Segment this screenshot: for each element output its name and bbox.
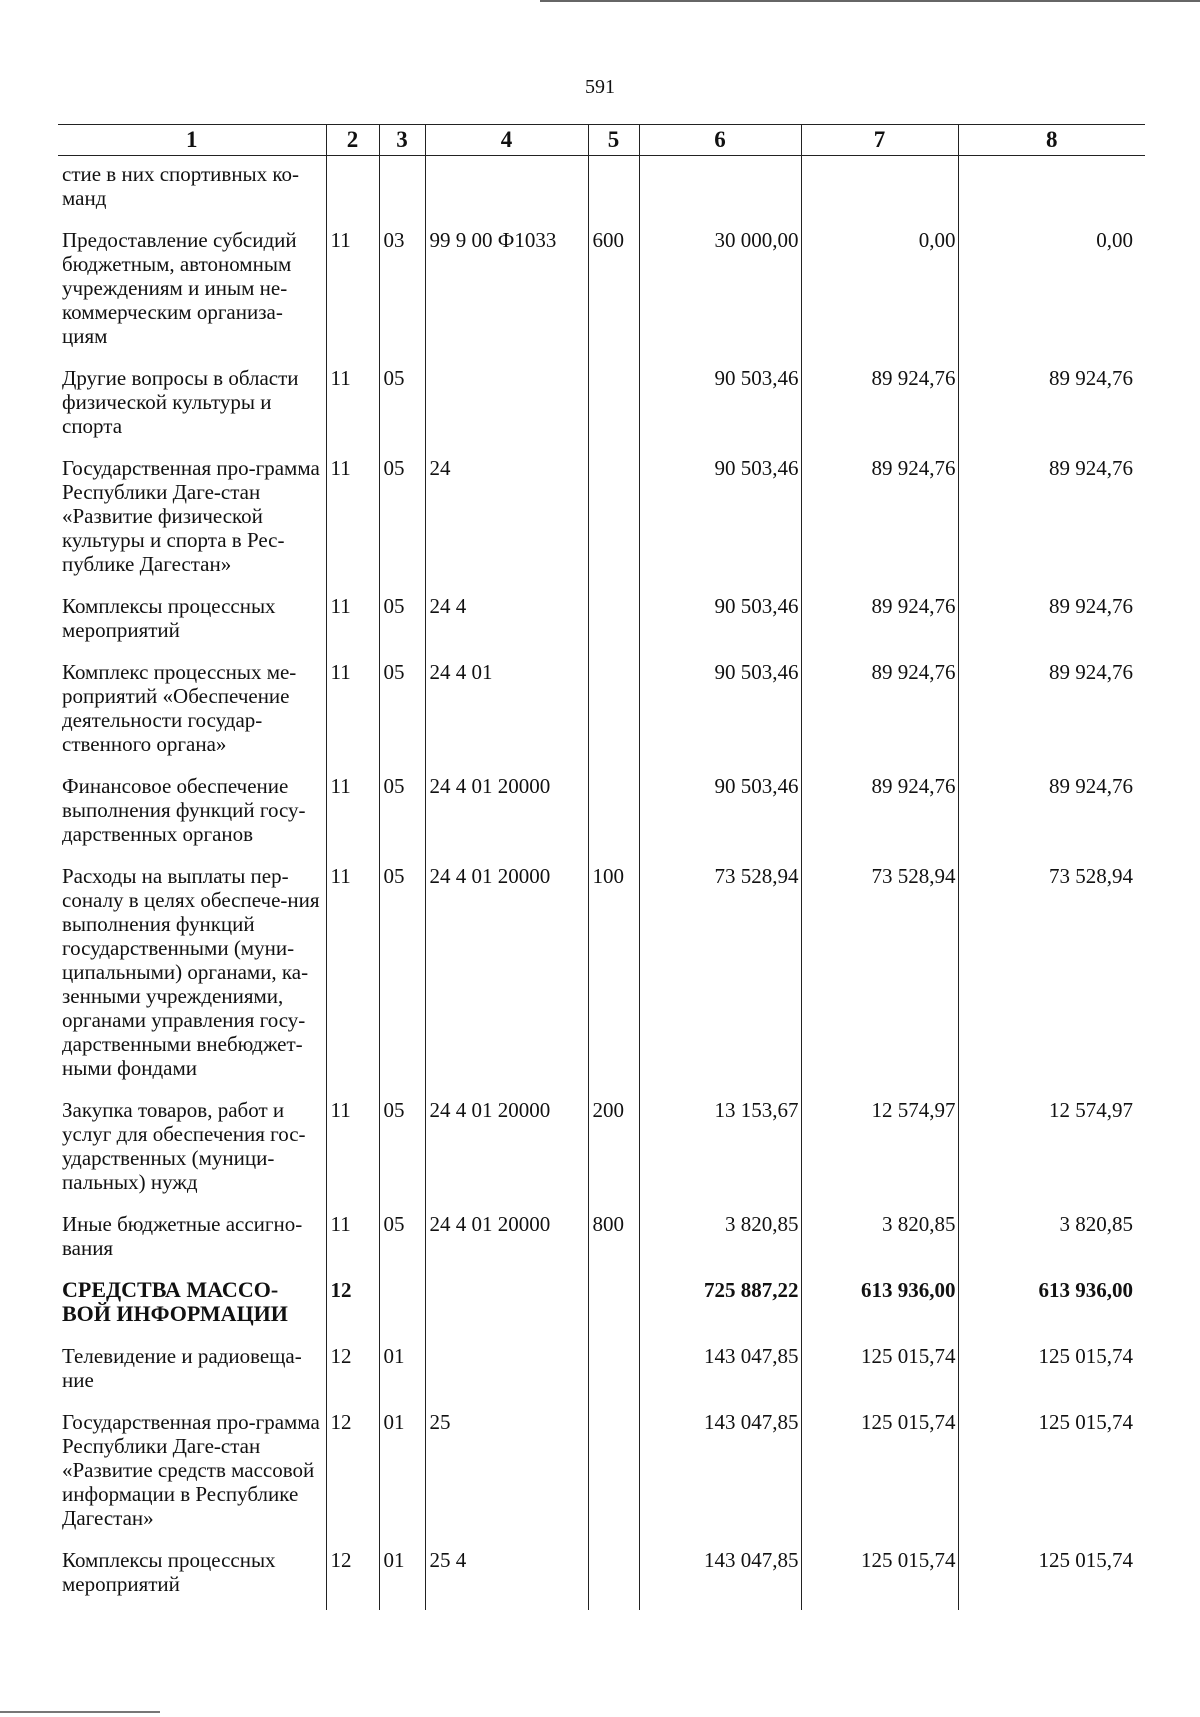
row-value-cell: 90 503,46: [639, 588, 801, 654]
row-value-cell: 3 820,85: [639, 1206, 801, 1272]
row-value-cell: [588, 654, 639, 768]
row-value-cell: 125 015,74: [801, 1542, 958, 1610]
row-value-cell: 24: [425, 450, 588, 588]
row-name-cell: СРЕДСТВА МАССО-ВОЙ ИНФОРМАЦИИ: [62, 1277, 288, 1326]
row-value-cell: 0,00: [801, 222, 958, 360]
row-value-cell: 12 574,97: [958, 1092, 1145, 1206]
row-value-cell: [588, 450, 639, 588]
table-row: [58, 654, 1145, 768]
row-value-cell: 73 528,94: [958, 858, 1145, 1092]
table-row: [58, 1404, 1145, 1542]
page-number: 591: [585, 76, 615, 98]
row-value-cell: 11: [326, 654, 379, 768]
row-value-cell: 25: [425, 1404, 588, 1542]
row-value-cell: [588, 1338, 639, 1404]
row-value-cell: 3 820,85: [958, 1206, 1145, 1272]
row-value-cell: [588, 1404, 639, 1542]
row-value-cell: 89 924,76: [958, 768, 1145, 858]
row-value-cell: 89 924,76: [801, 768, 958, 858]
row-name-cell: Закупка товаров, работ и услуг для обеспечения гос-ударственных (муници-пальных) нужд: [62, 1098, 306, 1194]
column-header: 2: [326, 125, 379, 156]
row-value-cell: 01: [379, 1338, 425, 1404]
row-value-cell: 89 924,76: [801, 450, 958, 588]
row-value-cell: 89 924,76: [958, 360, 1145, 450]
table-row: [58, 222, 1145, 360]
row-value-cell: 89 924,76: [958, 654, 1145, 768]
row-value-cell: 05: [379, 450, 425, 588]
row-value-cell: 143 047,85: [639, 1542, 801, 1610]
column-header: 1: [58, 125, 326, 156]
row-value-cell: 90 503,46: [639, 360, 801, 450]
row-value-cell: 73 528,94: [639, 858, 801, 1092]
row-value-cell: 125 015,74: [801, 1338, 958, 1404]
table-row: [58, 858, 1145, 1092]
row-value-cell: 100: [588, 858, 639, 1092]
row-name-cell: Комплексы процессных мероприятий: [62, 1548, 276, 1596]
table-row: [58, 1272, 1145, 1338]
row-value-cell: 90 503,46: [639, 654, 801, 768]
row-value-cell: 125 015,74: [958, 1338, 1145, 1404]
row-name-cell: Другие вопросы в области физической культуры и спорта: [62, 366, 299, 438]
row-value-cell: 24 4 01 20000: [425, 858, 588, 1092]
row-value-cell: [425, 156, 588, 223]
row-value-cell: [588, 360, 639, 450]
row-value-cell: [639, 156, 801, 223]
row-value-cell: 125 015,74: [801, 1404, 958, 1542]
row-value-cell: 11: [326, 222, 379, 360]
row-value-cell: 05: [379, 654, 425, 768]
row-value-cell: 12: [326, 1272, 379, 1338]
row-value-cell: [588, 1542, 639, 1610]
row-value-cell: 11: [326, 1206, 379, 1272]
row-value-cell: 143 047,85: [639, 1404, 801, 1542]
row-value-cell: 600: [588, 222, 639, 360]
row-name-cell: Предоставление субсидий бюджетным, автономным учреждениям и иным не-коммерческим организа-циям: [62, 228, 297, 348]
table-row: [58, 1206, 1145, 1272]
row-name-cell: Расходы на выплаты пер-соналу в целях обеспече-ния выполнения функций государственными (муни-ципальными) органами, ка-зенными учреждениями, органами управления госу-дарственными внебюджет-ными фондами: [62, 864, 320, 1080]
row-value-cell: [588, 588, 639, 654]
row-value-cell: [588, 1272, 639, 1338]
row-value-cell: [801, 156, 958, 223]
row-value-cell: 89 924,76: [958, 588, 1145, 654]
row-value-cell: 12: [326, 1542, 379, 1610]
scan-top-rule: [540, 0, 1200, 2]
row-value-cell: 0,00: [958, 222, 1145, 360]
table-row: [58, 450, 1145, 588]
column-header: 6: [639, 125, 801, 156]
row-name-cell: Иные бюджетные ассигно-вания: [62, 1212, 303, 1260]
row-value-cell: 05: [379, 1092, 425, 1206]
column-header: 7: [801, 125, 958, 156]
row-name-cell: Телевидение и радиовеща-ние: [62, 1344, 302, 1392]
row-value-cell: 24 4: [425, 588, 588, 654]
row-value-cell: [326, 156, 379, 223]
row-value-cell: 03: [379, 222, 425, 360]
row-value-cell: 613 936,00: [801, 1272, 958, 1338]
row-value-cell: [958, 156, 1145, 223]
row-value-cell: 89 924,76: [958, 450, 1145, 588]
row-value-cell: 01: [379, 1404, 425, 1542]
row-value-cell: 613 936,00: [958, 1272, 1145, 1338]
table-row: [58, 1542, 1145, 1610]
row-value-cell: 30 000,00: [639, 222, 801, 360]
row-value-cell: 11: [326, 768, 379, 858]
row-value-cell: 3 820,85: [801, 1206, 958, 1272]
row-value-cell: [379, 1272, 425, 1338]
row-value-cell: 05: [379, 768, 425, 858]
row-value-cell: 01: [379, 1542, 425, 1610]
scan-bottom-rule: [0, 1711, 160, 1713]
table-header-row: [58, 125, 1145, 156]
row-value-cell: 11: [326, 1092, 379, 1206]
row-name-cell: Комплекс процессных ме-роприятий «Обеспечение деятельности государ-ственного органа»: [62, 660, 297, 756]
table-row: [58, 360, 1145, 450]
table-row: [58, 156, 1145, 223]
column-header: 5: [588, 125, 639, 156]
table-row: [58, 1338, 1145, 1404]
row-value-cell: 11: [326, 360, 379, 450]
row-name-cell: Финансовое обеспечение выполнения функций госу-дарственных органов: [62, 774, 306, 846]
row-value-cell: 200: [588, 1092, 639, 1206]
row-value-cell: 125 015,74: [958, 1542, 1145, 1610]
row-value-cell: 11: [326, 858, 379, 1092]
table-row: [58, 1092, 1145, 1206]
column-header: 8: [958, 125, 1145, 156]
row-value-cell: 90 503,46: [639, 450, 801, 588]
row-value-cell: 24 4 01: [425, 654, 588, 768]
row-name-cell: стие в них спортивных ко- манд: [62, 162, 300, 210]
row-value-cell: 11: [326, 588, 379, 654]
row-value-cell: 143 047,85: [639, 1338, 801, 1404]
row-value-cell: 99 9 00 Ф1033: [425, 222, 588, 360]
row-value-cell: 25 4: [425, 1542, 588, 1610]
row-value-cell: 725 887,22: [639, 1272, 801, 1338]
row-value-cell: 12: [326, 1338, 379, 1404]
table-row: [58, 588, 1145, 654]
row-name-cell: Государственная про-грамма Республики Даге-стан «Развитие физической культуры и спорта в Рес-публике Дагестан»: [62, 456, 320, 576]
row-value-cell: 125 015,74: [958, 1404, 1145, 1542]
row-value-cell: [379, 156, 425, 223]
row-value-cell: 12 574,97: [801, 1092, 958, 1206]
row-value-cell: 24 4 01 20000: [425, 768, 588, 858]
row-value-cell: [425, 360, 588, 450]
budget-table: [58, 124, 1145, 1610]
row-value-cell: 11: [326, 450, 379, 588]
row-value-cell: 12: [326, 1404, 379, 1542]
row-name-cell: Государственная про-грамма Республики Даге-стан «Развитие средств массовой информации в Республике Дагестан»: [62, 1410, 320, 1530]
row-value-cell: 90 503,46: [639, 768, 801, 858]
row-value-cell: 13 153,67: [639, 1092, 801, 1206]
column-header: 4: [425, 125, 588, 156]
column-header: 3: [379, 125, 425, 156]
row-value-cell: 89 924,76: [801, 360, 958, 450]
row-value-cell: 05: [379, 1206, 425, 1272]
row-value-cell: 05: [379, 360, 425, 450]
row-value-cell: 89 924,76: [801, 654, 958, 768]
table-row: [58, 768, 1145, 858]
row-value-cell: [425, 1272, 588, 1338]
row-name-cell: Комплексы процессных мероприятий: [62, 594, 276, 642]
row-value-cell: [425, 1338, 588, 1404]
row-value-cell: 89 924,76: [801, 588, 958, 654]
row-value-cell: 05: [379, 588, 425, 654]
row-value-cell: [588, 768, 639, 858]
row-value-cell: 73 528,94: [801, 858, 958, 1092]
row-value-cell: [588, 156, 639, 223]
row-value-cell: 24 4 01 20000: [425, 1092, 588, 1206]
row-value-cell: 800: [588, 1206, 639, 1272]
row-value-cell: 24 4 01 20000: [425, 1206, 588, 1272]
row-value-cell: 05: [379, 858, 425, 1092]
